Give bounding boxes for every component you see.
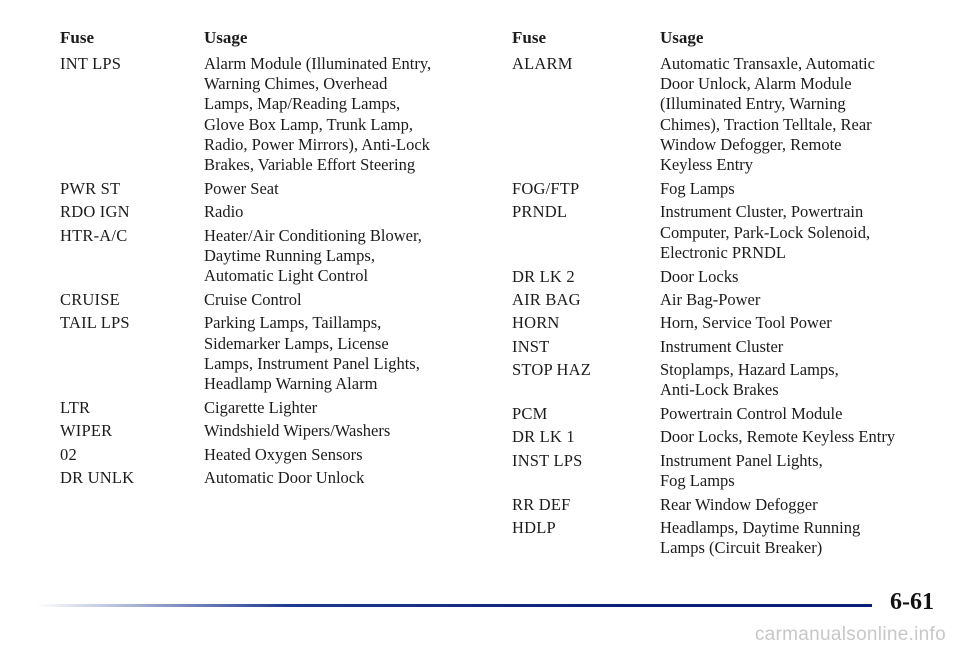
fuse-usage: Instrument Cluster, Powertrain Computer, Park-Lock Solenoid, Electronic PRNDL: [660, 202, 871, 262]
table-header: [60, 28, 480, 54]
table-row: [60, 226, 480, 287]
fuse-usage: Heater/Air Conditioning Blower, Daytime Running Lamps, Automatic Light Control: [204, 225, 422, 286]
watermark-text: carmanualsonline.info: [754, 624, 946, 645]
header-usage: Usage: [204, 28, 248, 47]
header-fuse: Fuse: [512, 28, 546, 47]
fuse-usage: Windshield Wipers/Washers: [204, 421, 391, 441]
table-row: [512, 179, 932, 199]
header-fuse: Fuse: [60, 28, 94, 47]
table-row: [512, 337, 932, 357]
fuse-name: CRUISE: [60, 290, 120, 310]
fuse-usage: Instrument Panel Lights, Fog Lamps: [660, 450, 823, 490]
footer-rule: [36, 604, 872, 607]
fuse-name: INST LPS: [512, 450, 583, 470]
page-number: 6-61: [890, 589, 934, 615]
fuse-name: LTR: [60, 398, 91, 418]
table-row: [512, 451, 932, 491]
table-row: [512, 427, 932, 447]
table-row: [512, 313, 932, 333]
fuse-usage: Horn, Service Tool Power: [660, 313, 832, 333]
fuse-name: ALARM: [512, 54, 573, 73]
fuse-name: HDLP: [512, 518, 556, 538]
fuse-name: INT LPS: [60, 54, 122, 73]
fuse-name: DR LK 1: [512, 427, 575, 447]
fuse-usage: Alarm Module (Illuminated Entry, Warning Chimes, Overhead Lamps, Map/Reading Lamps, Glove Box Lamp, Trunk Lamp, Radio, Power Mirrors), Anti-Lock Brakes, Variable Effort Steering: [204, 54, 432, 175]
table-row: [60, 313, 480, 394]
rows-right: [512, 54, 932, 562]
fuse-name: FOG/FTP: [512, 179, 580, 199]
fuse-name: DR LK 2: [512, 267, 575, 287]
table-row: [512, 495, 932, 515]
fuse-name: DR UNLK: [60, 467, 135, 487]
table-row: [512, 518, 932, 558]
fuse-table-left: [60, 28, 480, 491]
header-usage: Usage: [660, 28, 704, 47]
fuse-usage: Stoplamps, Hazard Lamps, Anti-Lock Brakes: [660, 359, 839, 400]
table-row: [60, 54, 480, 175]
fuse-usage: Door Locks: [660, 267, 739, 287]
fuse-usage: Automatic Transaxle, Automatic Door Unlock, Alarm Module (Illuminated Entry, Warning Chimes), Traction Telltale, Rear Window Defogger, Remote Keyless Entry: [660, 54, 875, 175]
fuse-name: PCM: [512, 404, 548, 424]
fuse-usage: Parking Lamps, Taillamps, Sidemarker Lamps, License Lamps, Instrument Panel Lights, Headlamp Warning Alarm: [204, 313, 420, 394]
fuse-name: RR DEF: [512, 495, 571, 515]
fuse-name: HTR-A/C: [60, 225, 128, 245]
table-row: [512, 202, 932, 263]
table-row: [512, 54, 932, 175]
fuse-usage: Fog Lamps: [660, 179, 735, 199]
table-header: [512, 28, 932, 54]
table-row: [60, 421, 480, 441]
fuse-usage: Headlamps, Daytime Running Lamps (Circuit Breaker): [660, 518, 861, 558]
fuse-usage: Cigarette Lighter: [204, 398, 318, 418]
fuse-usage: Instrument Cluster: [660, 336, 784, 356]
table-row: [60, 398, 480, 418]
fuse-name: TAIL LPS: [60, 313, 130, 333]
fuse-name: STOP HAZ: [512, 359, 592, 379]
fuse-usage: Rear Window Defogger: [660, 495, 818, 515]
fuse-usage: Power Seat: [204, 179, 279, 199]
table-row: [512, 404, 932, 424]
table-row: [60, 445, 480, 465]
fuse-name: WIPER: [60, 421, 113, 441]
fuse-usage: Cruise Control: [204, 290, 302, 310]
fuse-name: HORN: [512, 313, 560, 333]
fuse-name: AIR BAG: [512, 290, 581, 310]
fuse-name: PWR ST: [60, 179, 121, 199]
fuse-name: 02: [60, 444, 77, 464]
fuse-table-right: [512, 28, 932, 562]
table-row: [60, 290, 480, 310]
fuse-name: RDO IGN: [60, 202, 130, 222]
rows-left: [60, 54, 480, 491]
fuse-name: PRNDL: [512, 202, 568, 222]
fuse-usage: Air Bag-Power: [660, 290, 761, 310]
fuse-usage: Door Locks, Remote Keyless Entry: [660, 427, 896, 447]
fuse-usage: Powertrain Control Module: [660, 404, 843, 424]
fuse-name: INST: [512, 336, 550, 356]
fuse-usage: Heated Oxygen Sensors: [204, 444, 363, 464]
table-row: [60, 179, 480, 199]
table-row: [60, 202, 480, 222]
table-row: [512, 360, 932, 400]
fuse-usage: Radio: [204, 202, 244, 222]
table-row: [512, 267, 932, 287]
fuse-usage: Automatic Door Unlock: [204, 467, 365, 487]
table-row: [60, 468, 480, 488]
table-row: [512, 290, 932, 310]
